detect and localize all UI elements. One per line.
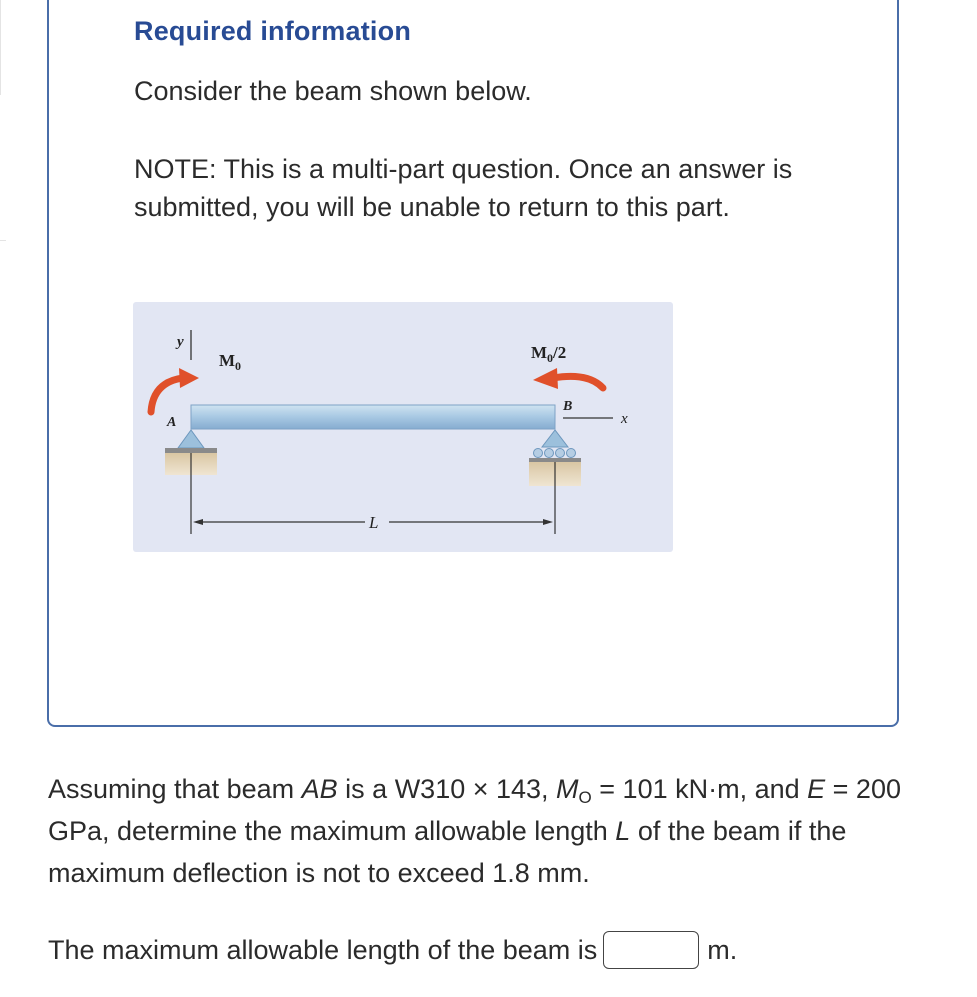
point-a-label: A — [167, 415, 177, 430]
length-l-label: L — [369, 513, 379, 532]
m0-moment-arc — [151, 378, 183, 412]
m0-half-label: $M_0/2$ — [531, 343, 567, 365]
roller-3 — [556, 449, 565, 458]
beam-diagram — [133, 302, 673, 552]
m0-arrowhead-icon — [179, 368, 199, 388]
m0-half-arrowhead-icon — [533, 368, 558, 389]
x-axis-label: x — [621, 411, 628, 427]
roller-2 — [545, 449, 554, 458]
intro-text: Consider the beam shown below. — [134, 76, 532, 106]
answer-input[interactable] — [603, 931, 699, 969]
note-text: NOTE: This is a multi-part question. Once an answer is submitted, you will be unable to return to this part. — [134, 154, 793, 222]
question-text: Assuming that beam AB is a W310 × 143, $M_O = 101$ kN·m, and E = 200 GPa, determine the maximum allowable length L of the beam if the maximum deflection is not to exceed 1.8 mm. — [48, 774, 901, 888]
left-edge-tick — [0, 240, 6, 241]
beam-ab — [191, 405, 555, 429]
dim-arrow-right-icon — [543, 519, 553, 525]
y-axis-label: y — [177, 334, 184, 350]
m0-label: $M_0$ — [219, 351, 242, 373]
roller-1 — [534, 449, 543, 458]
answer-row — [48, 928, 737, 972]
answer-unit: m. — [707, 934, 738, 965]
support-b-base — [529, 458, 581, 462]
required-info-title: Required information — [134, 16, 412, 46]
m0-half-moment-arc — [553, 376, 603, 388]
beam-figure — [133, 302, 673, 552]
roller-support-b — [542, 430, 568, 447]
support-a-base — [165, 448, 217, 453]
pin-support-a — [178, 430, 204, 448]
roller-4 — [567, 449, 576, 458]
point-b-label: B — [563, 399, 573, 414]
left-edge-line — [0, 0, 1, 95]
dim-arrow-left-icon — [193, 519, 203, 525]
answer-prompt: The maximum allowable length of the beam is — [48, 934, 598, 965]
